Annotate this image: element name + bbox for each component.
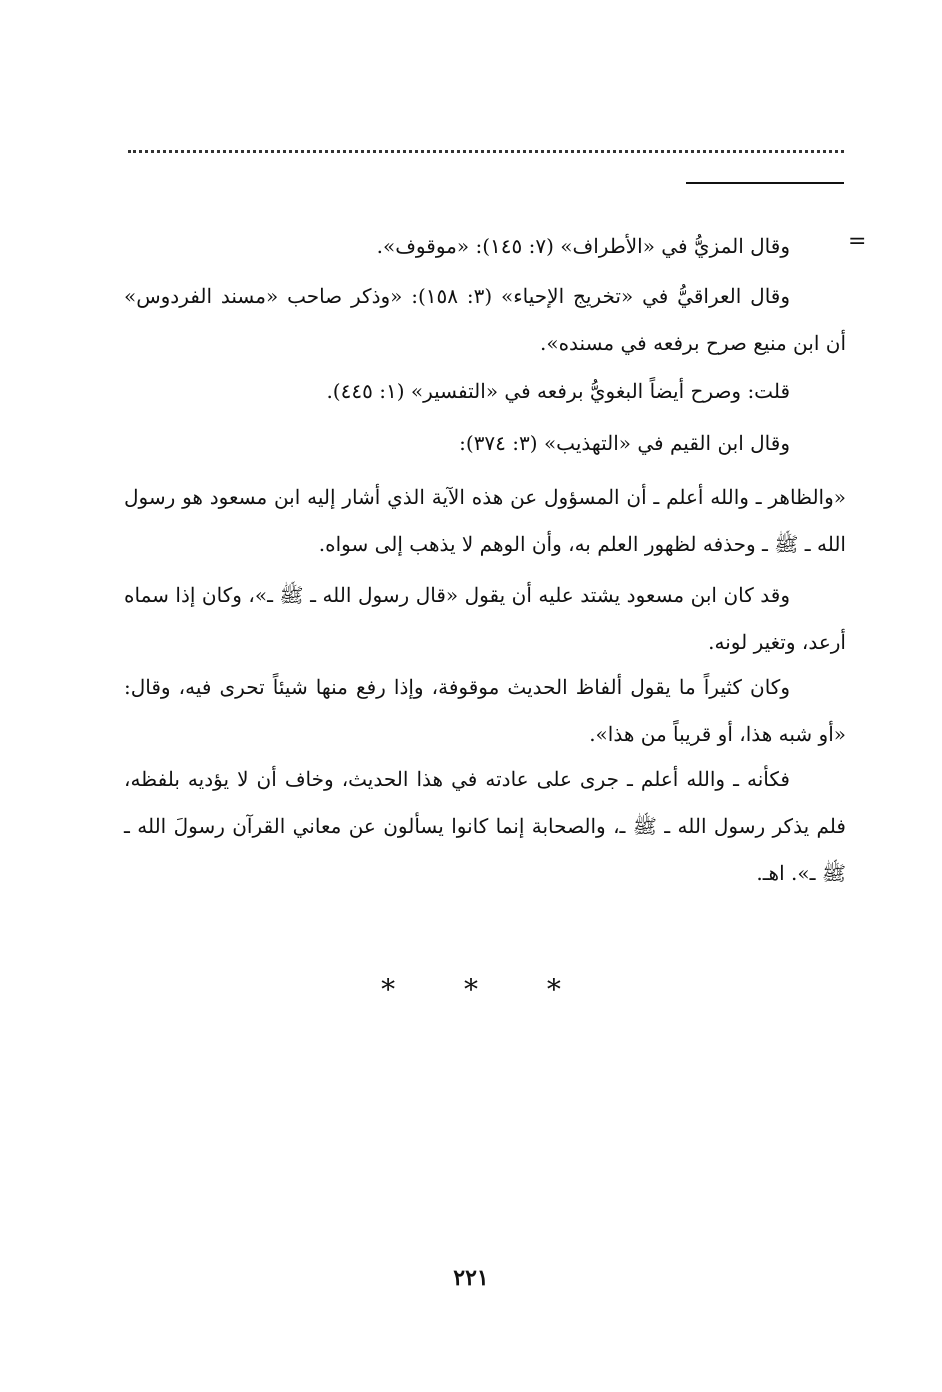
footnote-paragraph-ibn-qayyim: وقال ابن القيم في «التهذيب» (٣: ٣٧٤): (459, 431, 790, 455)
section-separator-asterisks (0, 970, 942, 1010)
footnote-paragraph-mizzi: وقال المزيُّ في «الأطراف» (٧: ١٤٥): «موقوف». (376, 234, 790, 258)
footnote-rule (686, 182, 844, 184)
asterisk-3: * (546, 973, 561, 1006)
footnote-paragraph-iraqi: وقال العراقيُّ في «تخريج الإحياء» (٣: ١٥٨): «وذكر صاحب «مسند الفردوس» أن ابن منيع صرح برفعه في مسنده». (124, 284, 846, 355)
footnote-paragraph-baghawi: قلت: وصرح أيضاً البغويُّ برفعه في «التفسير» (١: ٤٤٥). (326, 379, 790, 403)
quote-paragraph-kathiran: وكان كثيراً ما يقول ألفاظ الحديث موقوفة، وإذا رفع منها شيئاً تحرى فيه، وقال: «أو شبه هذا، أو قريباً من هذا». (124, 675, 846, 746)
dotted-separator-line (128, 150, 844, 153)
asterisk-1: * (381, 973, 396, 1006)
page-number: ٢٢١ (453, 1265, 489, 1291)
footnote-continuation-mark: = (848, 229, 867, 254)
asterisk-2: * (464, 973, 478, 1006)
quote-paragraph-ibn-masud: وقد كان ابن مسعود يشتد عليه أن يقول «قال رسول الله ـ ﷺ ـ»، وكان إذا سماه أرعد، وتغير لونه. (124, 583, 846, 654)
quote-paragraph-fakaannahu: فكأنه ـ والله أعلم ـ جرى على عادته في هذا الحديث، وخاف أن لا يؤديه بلفظه، فلم يذكر رسول الله ـ ﷺ ـ، والصحابة إنما كانوا يسألون عن معاني القرآن رسولَ الله ـ ﷺ ـ». اهـ. (124, 767, 846, 885)
quote-paragraph-dhahir: «والظاهر ـ والله أعلم ـ أن المسؤول عن هذه الآية الذي أشار إليه ابن مسعود هو رسول الله ـ ﷺ ـ وحذفه لظهور العلم به، وأن الوهم لا يذهب إلى سواه. (124, 485, 846, 556)
